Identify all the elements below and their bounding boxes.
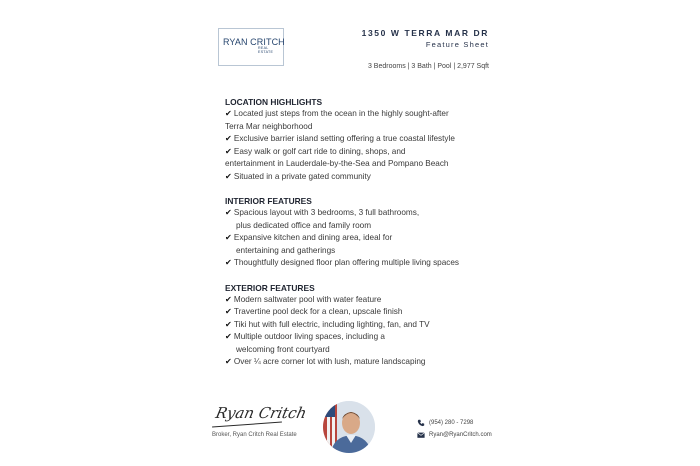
logo-name: RYAN CRITCH [223, 37, 285, 47]
item-text: Thoughtfully designed floor plan offering multiple living spaces [233, 258, 460, 267]
list-item [225, 207, 485, 232]
section-title: INTERIOR FEATURES [225, 196, 312, 206]
check-icon: ✔ [225, 294, 232, 304]
check-icon: ✔ [225, 332, 232, 341]
check-icon: ✔ [225, 258, 232, 267]
item-text: Multiple outdoor living spaces, including a [233, 332, 385, 341]
item-text-cont: Terra Mar neighborhood [225, 121, 313, 131]
signature-underline [212, 422, 282, 428]
item-text: Located just steps from the ocean in the highly sought-after [233, 109, 449, 118]
check-icon: ✔ [225, 171, 232, 181]
item-text-cont: welcoming front courtyard [236, 344, 330, 354]
logo-subtitle: REAL ESTATE [258, 46, 274, 54]
check-icon: ✔ [225, 109, 232, 118]
item-text: Modern saltwater pool with water feature [233, 294, 382, 304]
broker-title: Broker, Ryan Critch Real Estate [212, 432, 297, 438]
item-text: Spacious layout with 3 bedrooms, 3 full bathrooms, [233, 208, 420, 217]
item-text-cont: entertaining and gatherings [236, 245, 336, 255]
exterior-list [225, 294, 485, 369]
item-text: Exclusive barrier island setting offering a true coastal lifestyle [233, 134, 455, 143]
property-address: 1350 W TERRA MAR DR [361, 28, 489, 38]
interior-list [225, 207, 485, 270]
section-title: LOCATION HIGHLIGHTS [225, 97, 323, 107]
check-icon: ✔ [225, 319, 232, 329]
list-item [225, 133, 485, 146]
check-icon: ✔ [225, 233, 232, 242]
list-item [225, 146, 485, 171]
list-item [225, 306, 485, 319]
check-icon: ✔ [225, 134, 232, 143]
section-title: EXTERIOR FEATURES [225, 282, 315, 293]
email-contact[interactable] [417, 431, 492, 439]
sheet-title: Feature Sheet [425, 40, 489, 49]
phone-contact[interactable] [417, 419, 473, 427]
email-address[interactable]: Ryan@RyanCritch.com [429, 432, 492, 438]
check-icon: ✔ [225, 357, 232, 366]
item-text-cont: entertainment in Lauderdale-by-the-Sea and Pompano Beach [225, 159, 449, 168]
list-item [225, 294, 485, 307]
mail-icon [417, 431, 425, 439]
list-item [225, 171, 485, 184]
check-icon: ✔ [225, 307, 232, 316]
list-item [225, 319, 485, 332]
item-text: Travertine pool deck for a clean, upscale finish [233, 307, 403, 316]
location-list [225, 108, 485, 183]
item-text: Over ¼ acre corner lot with lush, mature landscaping [233, 357, 426, 366]
item-text: Expansive kitchen and dining area, ideal for [233, 233, 393, 242]
list-item [225, 232, 485, 257]
signature: Ryan Critch [214, 404, 309, 422]
phone-icon [417, 419, 425, 427]
list-item [225, 331, 485, 356]
phone-number[interactable]: (954) 280 - 7298 [429, 420, 474, 426]
avatar [323, 401, 375, 453]
company-logo [218, 28, 284, 66]
list-item [225, 108, 485, 133]
check-icon: ✔ [225, 146, 232, 156]
portrait-photo [323, 401, 375, 453]
property-specs: 3 Bedrooms | 3 Bath | Pool | 2,977 Sqft [367, 63, 489, 70]
item-text-cont: plus dedicated office and family room [236, 220, 372, 230]
list-item [225, 356, 485, 369]
feature-content [225, 96, 485, 369]
list-item [225, 257, 485, 270]
item-text: Tiki hut with full electric, including lighting, fan, and TV [233, 319, 430, 329]
check-icon: ✔ [225, 208, 232, 217]
item-text: Easy walk or golf cart ride to dining, shops, and [233, 146, 406, 156]
item-text: Situated in a private gated community [233, 171, 371, 181]
